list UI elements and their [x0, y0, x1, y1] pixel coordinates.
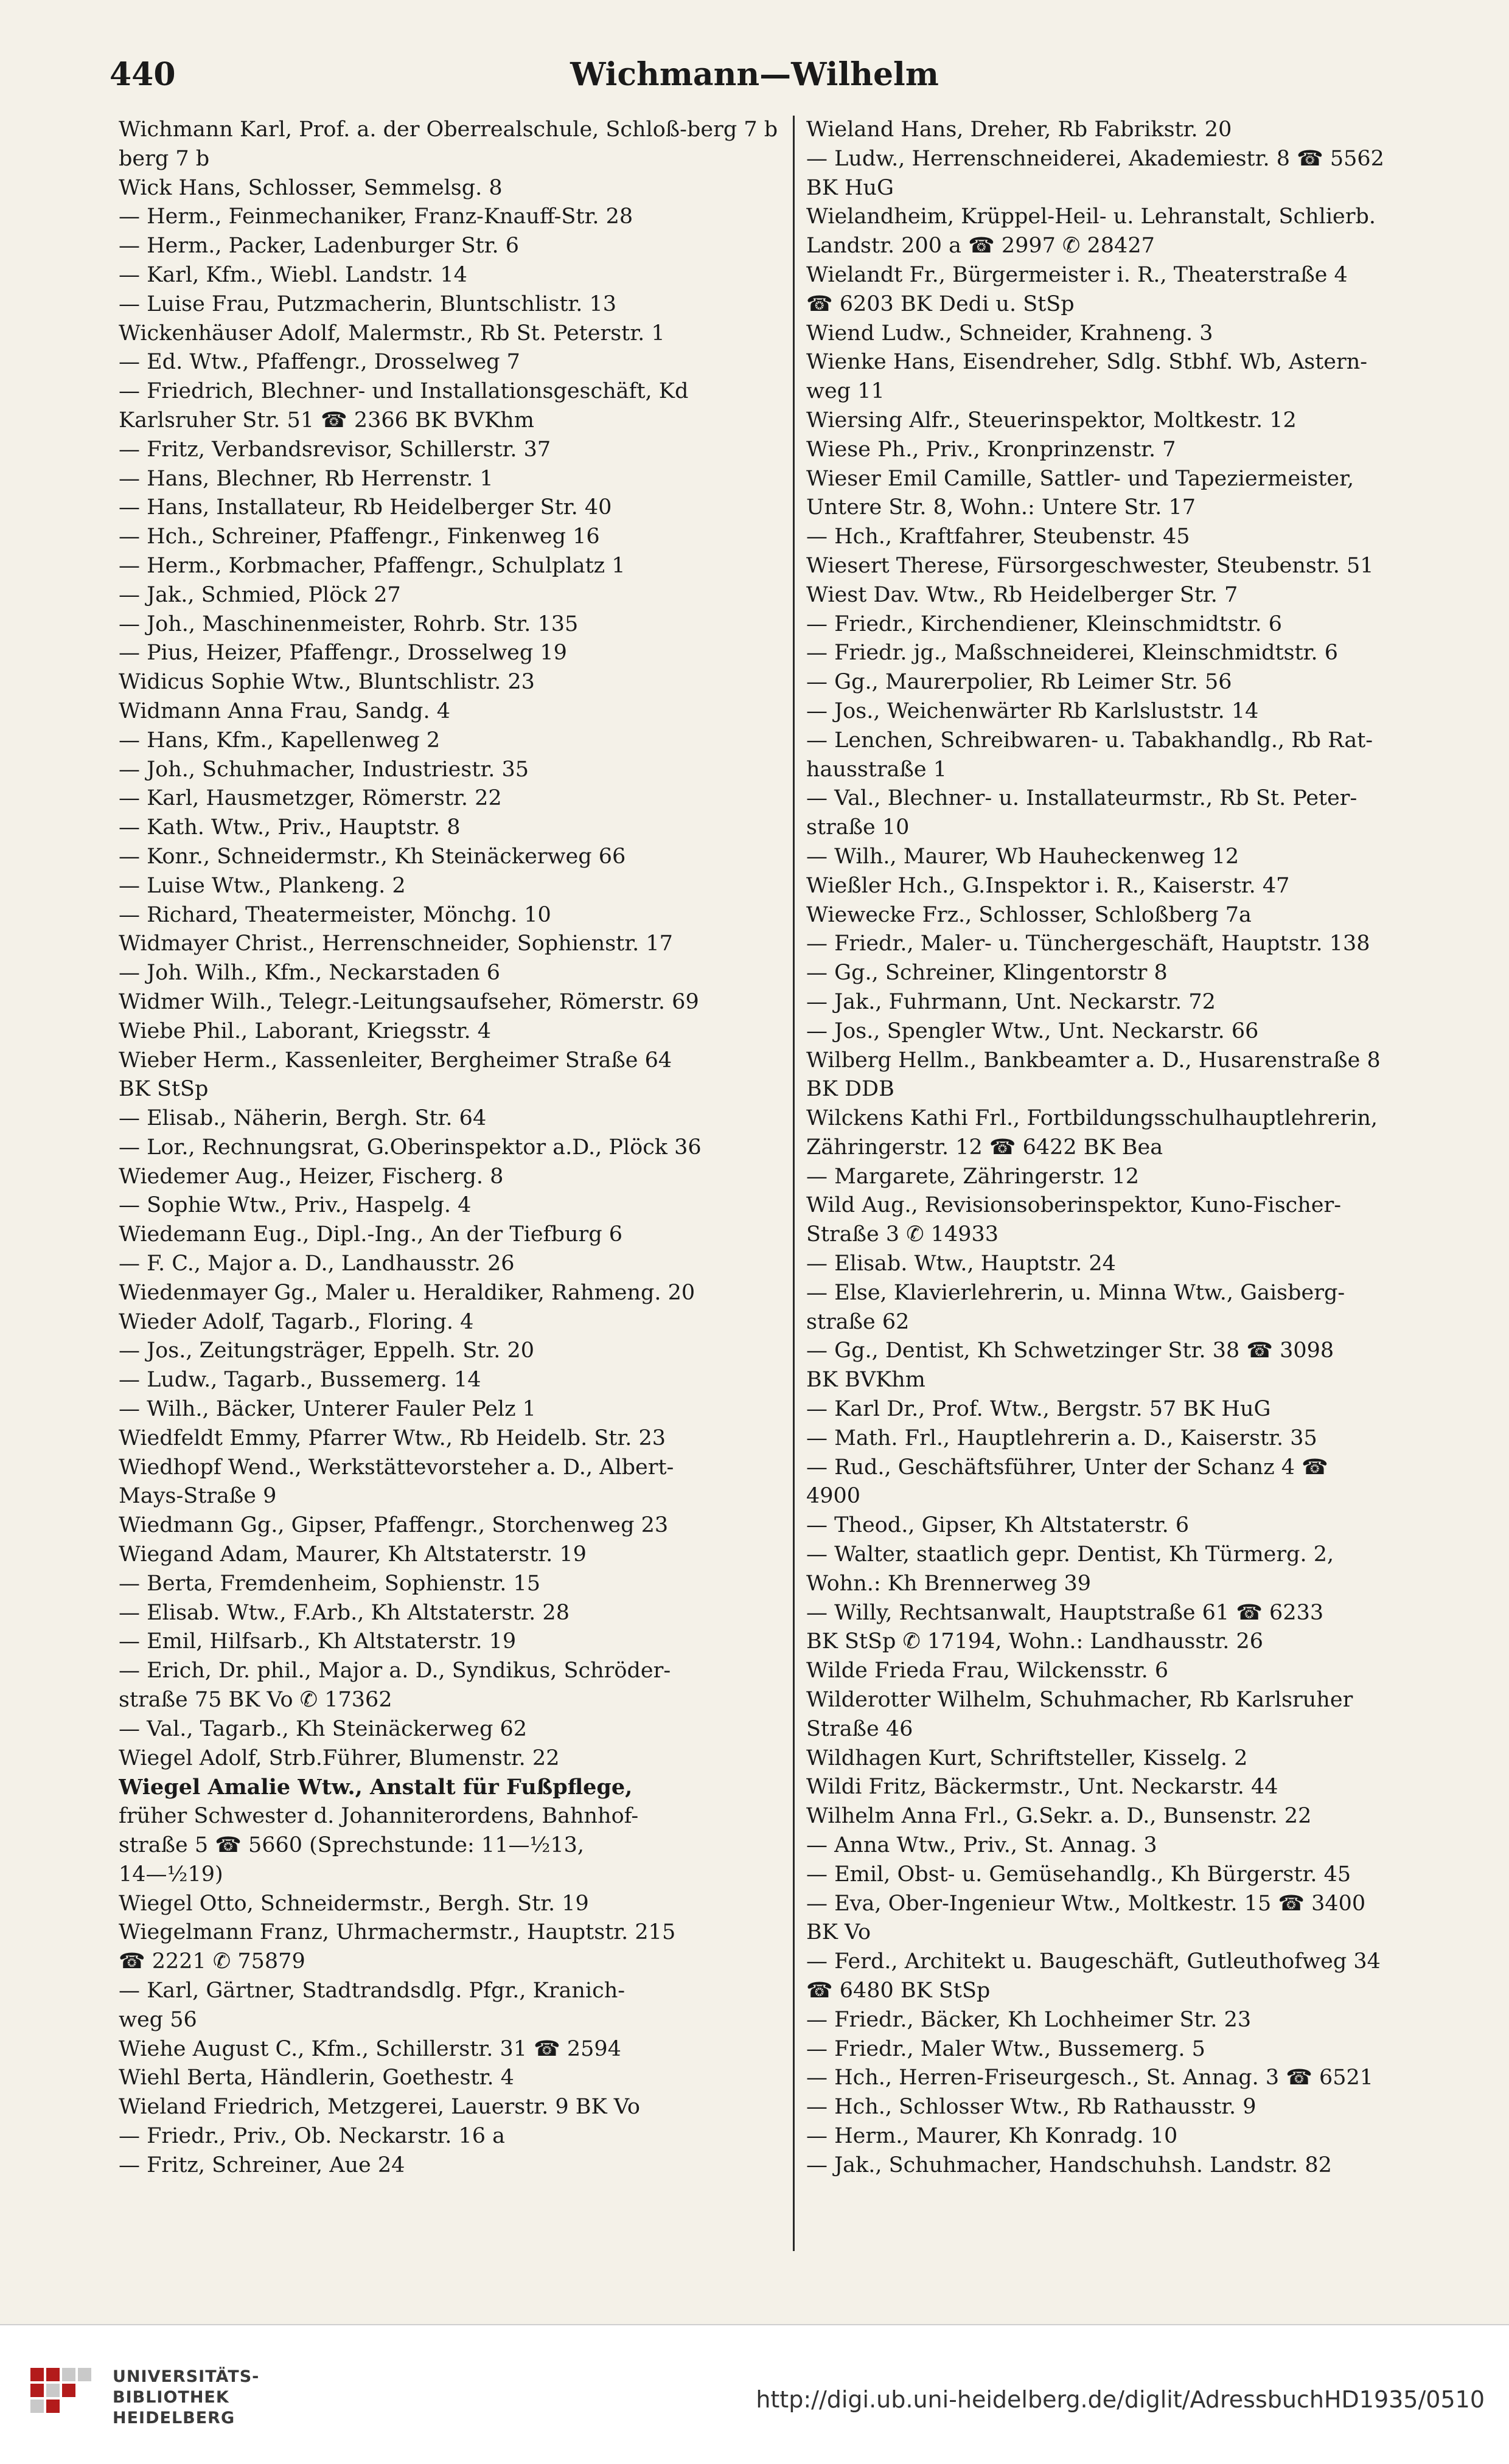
directory-entry: BK HuG [806, 175, 894, 200]
directory-entry: — Richard, Theatermeister, Mönchg. 10 [119, 902, 551, 927]
directory-entry: Untere Str. 8, Wohn.: Untere Str. 17 [806, 495, 1196, 520]
directory-entry: — Rud., Geschäftsführer, Unter der Schanz 4 ☎ [806, 1455, 1328, 1480]
directory-entry: Widmann Anna Frau, Sandg. 4 [119, 698, 450, 723]
running-head: Wichmann—Wilhelm [570, 56, 939, 93]
directory-entry: Karlsruher Str. 51 ☎ 2366 BK BVKhm [119, 408, 534, 433]
directory-entry: Wieland Friedrich, Metzgerei, Lauerstr. 9 BK Vo [119, 2095, 640, 2120]
directory-entry: straße 62 [806, 1309, 910, 1334]
directory-entry: — Jak., Fuhrmann, Unt. Neckarstr. 72 [806, 989, 1216, 1014]
directory-entry: — Emil, Hilfsarb., Kh Altstaterstr. 19 [119, 1629, 517, 1654]
directory-entry: — Luise Frau, Putzmacherin, Bluntschlistr. 13 [119, 291, 617, 316]
directory-entry: — Luise Wtw., Plankeng. 2 [119, 873, 406, 898]
directory-entry: — Wilh., Bäcker, Unterer Fauler Pelz 1 [119, 1397, 536, 1422]
directory-entry: — Sophie Wtw., Priv., Haspelg. 4 [119, 1193, 472, 1218]
directory-entry: Wildi Fritz, Bäckermstr., Unt. Neckarstr. 44 [806, 1775, 1278, 1800]
directory-entry: Wiersing Alfr., Steuerinspektor, Moltkestr. 12 [806, 408, 1297, 433]
directory-entry: — Jak., Schmied, Plöck 27 [119, 582, 401, 607]
directory-entry: — Herm., Maurer, Kh Konradg. 10 [806, 2123, 1178, 2148]
directory-entry: Widmer Wilh., Telegr.-Leitungsaufseher, Römerstr. 69 [119, 989, 699, 1014]
directory-entry: Wiedhopf Wend., Werkstättevorsteher a. D., Albert- [119, 1455, 674, 1480]
directory-entry: ☎ 6203 BK Dedi u. StSp [806, 291, 1075, 316]
directory-entry: — Val., Tagarb., Kh Steinäckerweg 62 [119, 1716, 528, 1741]
directory-entry: Wiend Ludw., Schneider, Krahneng. 3 [806, 321, 1213, 346]
directory-entry: straße 5 ☎ 5660 (Sprechstunde: 11—½13, [119, 1833, 585, 1858]
directory-entry: Wießler Hch., G.Inspektor i. R., Kaiserstr. 47 [806, 873, 1290, 898]
directory-entry: Straße 46 [806, 1716, 913, 1741]
directory-entry: Wilckens Kathi Frl., Fortbildungsschulhauptlehrerin, [806, 1106, 1378, 1131]
directory-entry: — Theod., Gipser, Kh Altstaterstr. 6 [806, 1513, 1190, 1538]
directory-entry: — Karl, Gärtner, Stadtrandsdlg. Pfgr., Kranich- [119, 1979, 626, 2003]
directory-entry: — Gg., Dentist, Kh Schwetzinger Str. 38 ☎ 3098 [806, 1338, 1334, 1363]
directory-entry: — Gg., Maurerpolier, Rb Leimer Str. 56 [806, 670, 1232, 695]
directory-entry: — Willy, Rechtsanwalt, Hauptstraße 61 ☎ 6233 [806, 1600, 1324, 1625]
directory-entry: — Fritz, Schreiner, Aue 24 [119, 2153, 405, 2177]
directory-entry: 4900 [806, 1484, 861, 1509]
directory-entry: — Friedr., Kirchendiener, Kleinschmidtstr. 6 [806, 611, 1283, 636]
directory-entry: Widicus Sophie Wtw., Bluntschlistr. 23 [119, 670, 535, 695]
directory-entry: — Jak., Schuhmacher, Handschuhsh. Landstr. 82 [806, 2153, 1332, 2177]
directory-entry: — Eva, Ober-Ingenieur Wtw., Moltkestr. 15 ☎ 3400 [806, 1891, 1366, 1916]
directory-entry: Wohn.: Kh Brennerweg 39 [806, 1571, 1092, 1596]
directory-entry: Wiedenmayer Gg., Maler u. Heraldiker, Rahmeng. 20 [119, 1280, 695, 1305]
directory-entry: Wiese Ph., Priv., Kronprinzenstr. 7 [806, 437, 1176, 462]
directory-entry: Wiehl Berta, Händlerin, Goethestr. 4 [119, 2066, 514, 2090]
directory-entry: Wilhelm Anna Frl., G.Sekr. a. D., Bunsenstr. 22 [806, 1804, 1312, 1829]
directory-entry: früher Schwester d. Johanniterordens, Bahnhof- [119, 1804, 639, 1829]
directory-entry: Straße 3 ✆ 14933 [806, 1222, 999, 1247]
directory-entry: — Ludw., Herrenschneiderei, Akademiestr. 8 ☎ 5562 [806, 146, 1384, 171]
directory-entry: weg 56 [119, 2007, 197, 2032]
directory-entry: Wiegel Adolf, Strb.Führer, Blumenstr. 22 [119, 1745, 560, 1770]
directory-entry: BK StSp ✆ 17194, Wohn.: Landhausstr. 26 [806, 1629, 1264, 1654]
left-column [119, 116, 779, 2251]
directory-entry: — Joh., Maschinenmeister, Rohrb. Str. 135 [119, 611, 579, 636]
directory-entry: — Friedrich, Blechner- und Installationsgeschäft, Kd [119, 379, 689, 404]
directory-entry: berg 7 b [119, 146, 210, 171]
directory-entry: — Pius, Heizer, Pfaffengr., Drosselweg 19 [119, 641, 567, 666]
directory-entry: Wilberg Hellm., Bankbeamter a. D., Husarenstraße 8 [806, 1048, 1381, 1073]
directory-entry: Wiehe August C., Kfm., Schillerstr. 31 ☎ 2594 [119, 2036, 621, 2061]
directory-entry: — Else, Klavierlehrerin, u. Minna Wtw., Gaisberg- [806, 1280, 1345, 1305]
directory-entry: Landstr. 200 a ☎ 2997 ✆ 28427 [806, 234, 1155, 259]
directory-entry: — Friedr., Maler- u. Tünchergeschäft, Hauptstr. 138 [806, 931, 1370, 956]
directory-entry: Wild Aug., Revisionsoberinspektor, Kuno-Fischer- [806, 1193, 1342, 1218]
directory-entry: Mays-Straße 9 [119, 1484, 277, 1509]
directory-entry: Wielandt Fr., Bürgermeister i. R., Theaterstraße 4 [806, 262, 1348, 287]
directory-entry: — Joh. Wilh., Kfm., Neckarstaden 6 [119, 961, 501, 986]
library-logo-icon [24, 2362, 103, 2429]
directory-entry: — Margarete, Zähringerstr. 12 [806, 1164, 1140, 1189]
directory-entry: — Hans, Blechner, Rb Herrenstr. 1 [119, 466, 493, 491]
directory-entry: Wiebe Phil., Laborant, Kriegsstr. 4 [119, 1018, 491, 1043]
directory-entry: — Hch., Schlosser Wtw., Rb Rathausstr. 9 [806, 2095, 1256, 2120]
directory-entry: Wieland Hans, Dreher, Rb Fabrikstr. 20 [806, 117, 1232, 142]
directory-entry: Wiegel Otto, Schneidermstr., Bergh. Str. 19 [119, 1891, 589, 1916]
directory-entry: — Ludw., Tagarb., Bussemerg. 14 [119, 1368, 481, 1393]
directory-entry: Wieder Adolf, Tagarb., Floring. 4 [119, 1309, 474, 1334]
directory-entry: Wiegand Adam, Maurer, Kh Altstaterstr. 19 [119, 1542, 587, 1567]
directory-entry: — Konr., Schneidermstr., Kh Steinäckerweg 66 [119, 844, 626, 869]
directory-entry: Wiest Dav. Wtw., Rb Heidelberger Str. 7 [806, 582, 1238, 607]
directory-entry: — Karl Dr., Prof. Wtw., Bergstr. 57 BK HuG [806, 1397, 1271, 1422]
directory-entry: Wielandheim, Krüppel-Heil- u. Lehranstalt, Schlierb. [806, 204, 1376, 229]
directory-entry: Wilderotter Wilhelm, Schuhmacher, Rb Karlsruher [806, 1688, 1353, 1713]
library-name [113, 2367, 259, 2429]
library-line: HEIDELBERG [113, 2409, 235, 2427]
column-divider [793, 116, 795, 2251]
directory-entry: Wieser Emil Camille, Sattler- und Tapeziermeister, [806, 466, 1354, 491]
directory-entry: Wiedemann Eug., Dipl.-Ing., An der Tiefburg 6 [119, 1222, 623, 1247]
directory-entry: — Karl, Kfm., Wiebl. Landstr. 14 [119, 262, 467, 287]
directory-entry: — Elisab., Näherin, Bergh. Str. 64 [119, 1106, 487, 1131]
directory-entry: — Wilh., Maurer, Wb Hauheckenweg 12 [806, 844, 1239, 869]
directory-entry: straße 10 [806, 815, 910, 840]
directory-entry: Wiewecke Frz., Schlosser, Schloßberg 7a [806, 902, 1252, 927]
directory-entry: Widmayer Christ., Herrenschneider, Sophienstr. 17 [119, 931, 673, 956]
directory-entry: — Hch., Schreiner, Pfaffengr., Finkenweg 16 [119, 524, 600, 549]
footer [0, 2325, 1509, 2464]
directory-entry: Wildhagen Kurt, Schriftsteller, Kisselg. 2 [806, 1745, 1248, 1770]
directory-entry: — Lenchen, Schreibwaren- u. Tabakhandlg., Rb Rat- [806, 728, 1373, 753]
directory-entry: — Herm., Korbmacher, Pfaffengr., Schulplatz 1 [119, 553, 626, 578]
directory-entry: — Hans, Installateur, Rb Heidelberger Str. 40 [119, 495, 612, 520]
directory-entry: — Ed. Wtw., Pfaffengr., Drosselweg 7 [119, 350, 520, 375]
right-column [806, 116, 1466, 2251]
directory-entry: — Friedr., Priv., Ob. Neckarstr. 16 a [119, 2123, 505, 2148]
directory-entry: BK StSp [119, 1077, 209, 1102]
directory-entry: Wiedemer Aug., Heizer, Fischerg. 8 [119, 1164, 504, 1189]
directory-entry: ☎ 2221 ✆ 75879 [119, 1949, 305, 1974]
directory-entry: — Jos., Spengler Wtw., Unt. Neckarstr. 66 [806, 1018, 1259, 1043]
directory-entry: Wiegel Amalie Wtw., Anstalt für Fußpflege, [119, 1775, 633, 1800]
directory-entry: ☎ 6480 BK StSp [806, 1979, 991, 2003]
directory-entry: 14—½19) [119, 1862, 223, 1887]
directory-entry: — Erich, Dr. phil., Major a. D., Syndikus, Schröder- [119, 1658, 671, 1683]
library-line: UNIVERSITÄTS- [113, 2367, 260, 2386]
directory-entry: — Ferd., Architekt u. Baugeschäft, Gutleuthofweg 34 [806, 1949, 1381, 1974]
directory-entry: Wienke Hans, Eisendreher, Sdlg. Stbhf. Wb, Astern- [806, 350, 1368, 375]
directory-entry: — Walter, staatlich gepr. Dentist, Kh Türmerg. 2, [806, 1542, 1334, 1567]
directory-entry: — Herm., Feinmechaniker, Franz-Knauff-Str. 28 [119, 204, 633, 229]
directory-entry: — Hch., Herren-Friseurgesch., St. Annag. 3 ☎ 6521 [806, 2066, 1374, 2090]
directory-entry: — Emil, Obst- u. Gemüsehandlg., Kh Bürgerstr. 45 [806, 1862, 1351, 1887]
directory-entry: — Friedr., Maler Wtw., Bussemerg. 5 [806, 2036, 1205, 2061]
directory-entry: — Friedr., Bäcker, Kh Lochheimer Str. 23 [806, 2007, 1252, 2032]
directory-entry: — Herm., Packer, Ladenburger Str. 6 [119, 234, 520, 259]
directory-entry: Wiedmann Gg., Gipser, Pfaffengr., Storchenweg 23 [119, 1513, 669, 1538]
directory-entry: — Math. Frl., Hauptlehrerin a. D., Kaiserstr. 35 [806, 1425, 1317, 1450]
directory-entry: — Elisab. Wtw., F.Arb., Kh Altstaterstr. 28 [119, 1600, 570, 1625]
directory-entry: BK Vo [806, 1920, 871, 1945]
directory-entry: — Jos., Zeitungsträger, Eppelh. Str. 20 [119, 1338, 534, 1363]
directory-entry: BK BVKhm [806, 1368, 925, 1393]
directory-entry: — Joh., Schuhmacher, Industriestr. 35 [119, 757, 529, 782]
directory-entry: — Elisab. Wtw., Hauptstr. 24 [806, 1251, 1116, 1276]
directory-entry: — Friedr. jg., Maßschneiderei, Kleinschmidtstr. 6 [806, 641, 1339, 666]
directory-entry: — Val., Blechner- u. Installateurmstr., Rb St. Peter- [806, 786, 1357, 811]
directory-entry: — Hans, Kfm., Kapellenweg 2 [119, 728, 441, 753]
directory-entry: Wiegelmann Franz, Uhrmachermstr., Hauptstr. 215 [119, 1920, 676, 1945]
directory-entry: — Jos., Weichenwärter Rb Karlsluststr. 14 [806, 698, 1259, 723]
directory-entry: straße 75 BK Vo ✆ 17362 [119, 1688, 392, 1713]
directory-entry: weg 11 [806, 379, 885, 404]
directory-entry: Wick Hans, Schlosser, Semmelsg. 8 [119, 175, 503, 200]
directory-entry: — Kath. Wtw., Priv., Hauptstr. 8 [119, 815, 461, 840]
directory-entry: — Lor., Rechnungsrat, G.Oberinspektor a.D., Plöck 36 [119, 1135, 702, 1160]
directory-entry: Wichmann Karl, Prof. a. der Oberrealschule, Schloß-berg 7 b [119, 117, 778, 142]
directory-entry: Wilde Frieda Frau, Wilckensstr. 6 [806, 1658, 1169, 1683]
directory-entry: Zähringerstr. 12 ☎ 6422 BK Bea [806, 1135, 1163, 1160]
directory-entry: — Hch., Kraftfahrer, Steubenstr. 45 [806, 524, 1190, 549]
page-number: 440 [110, 56, 176, 93]
library-line: BIBLIOTHEK [113, 2388, 229, 2407]
source-url-link[interactable]: http://digi.ub.uni-heidelberg.de/diglit/AdressbuchHD1935/0510 [756, 2386, 1485, 2413]
directory-entry: — Gg., Schreiner, Klingentorstr 8 [806, 961, 1168, 986]
directory-entry: — Fritz, Verbandsrevisor, Schillerstr. 37 [119, 437, 551, 462]
directory-entry: Wiesert Therese, Fürsorgeschwester, Steubenstr. 51 [806, 553, 1374, 578]
directory-entry: Wiedfeldt Emmy, Pfarrer Wtw., Rb Heidelb. Str. 23 [119, 1425, 666, 1450]
directory-entry: — Berta, Fremdenheim, Sophienstr. 15 [119, 1571, 541, 1596]
directory-entry: BK DDB [806, 1077, 894, 1102]
directory-entry: — F. C., Major a. D., Landhausstr. 26 [119, 1251, 515, 1276]
directory-entry: — Karl, Hausmetzger, Römerstr. 22 [119, 786, 502, 811]
directory-entry: Wickenhäuser Adolf, Malermstr., Rb St. Peterstr. 1 [119, 321, 665, 346]
directory-entry: hausstraße 1 [806, 757, 947, 782]
directory-columns [119, 116, 1488, 2251]
directory-entry: Wieber Herm., Kassenleiter, Bergheimer Straße 64 [119, 1048, 672, 1073]
directory-entry: — Anna Wtw., Priv., St. Annag. 3 [806, 1833, 1157, 1858]
